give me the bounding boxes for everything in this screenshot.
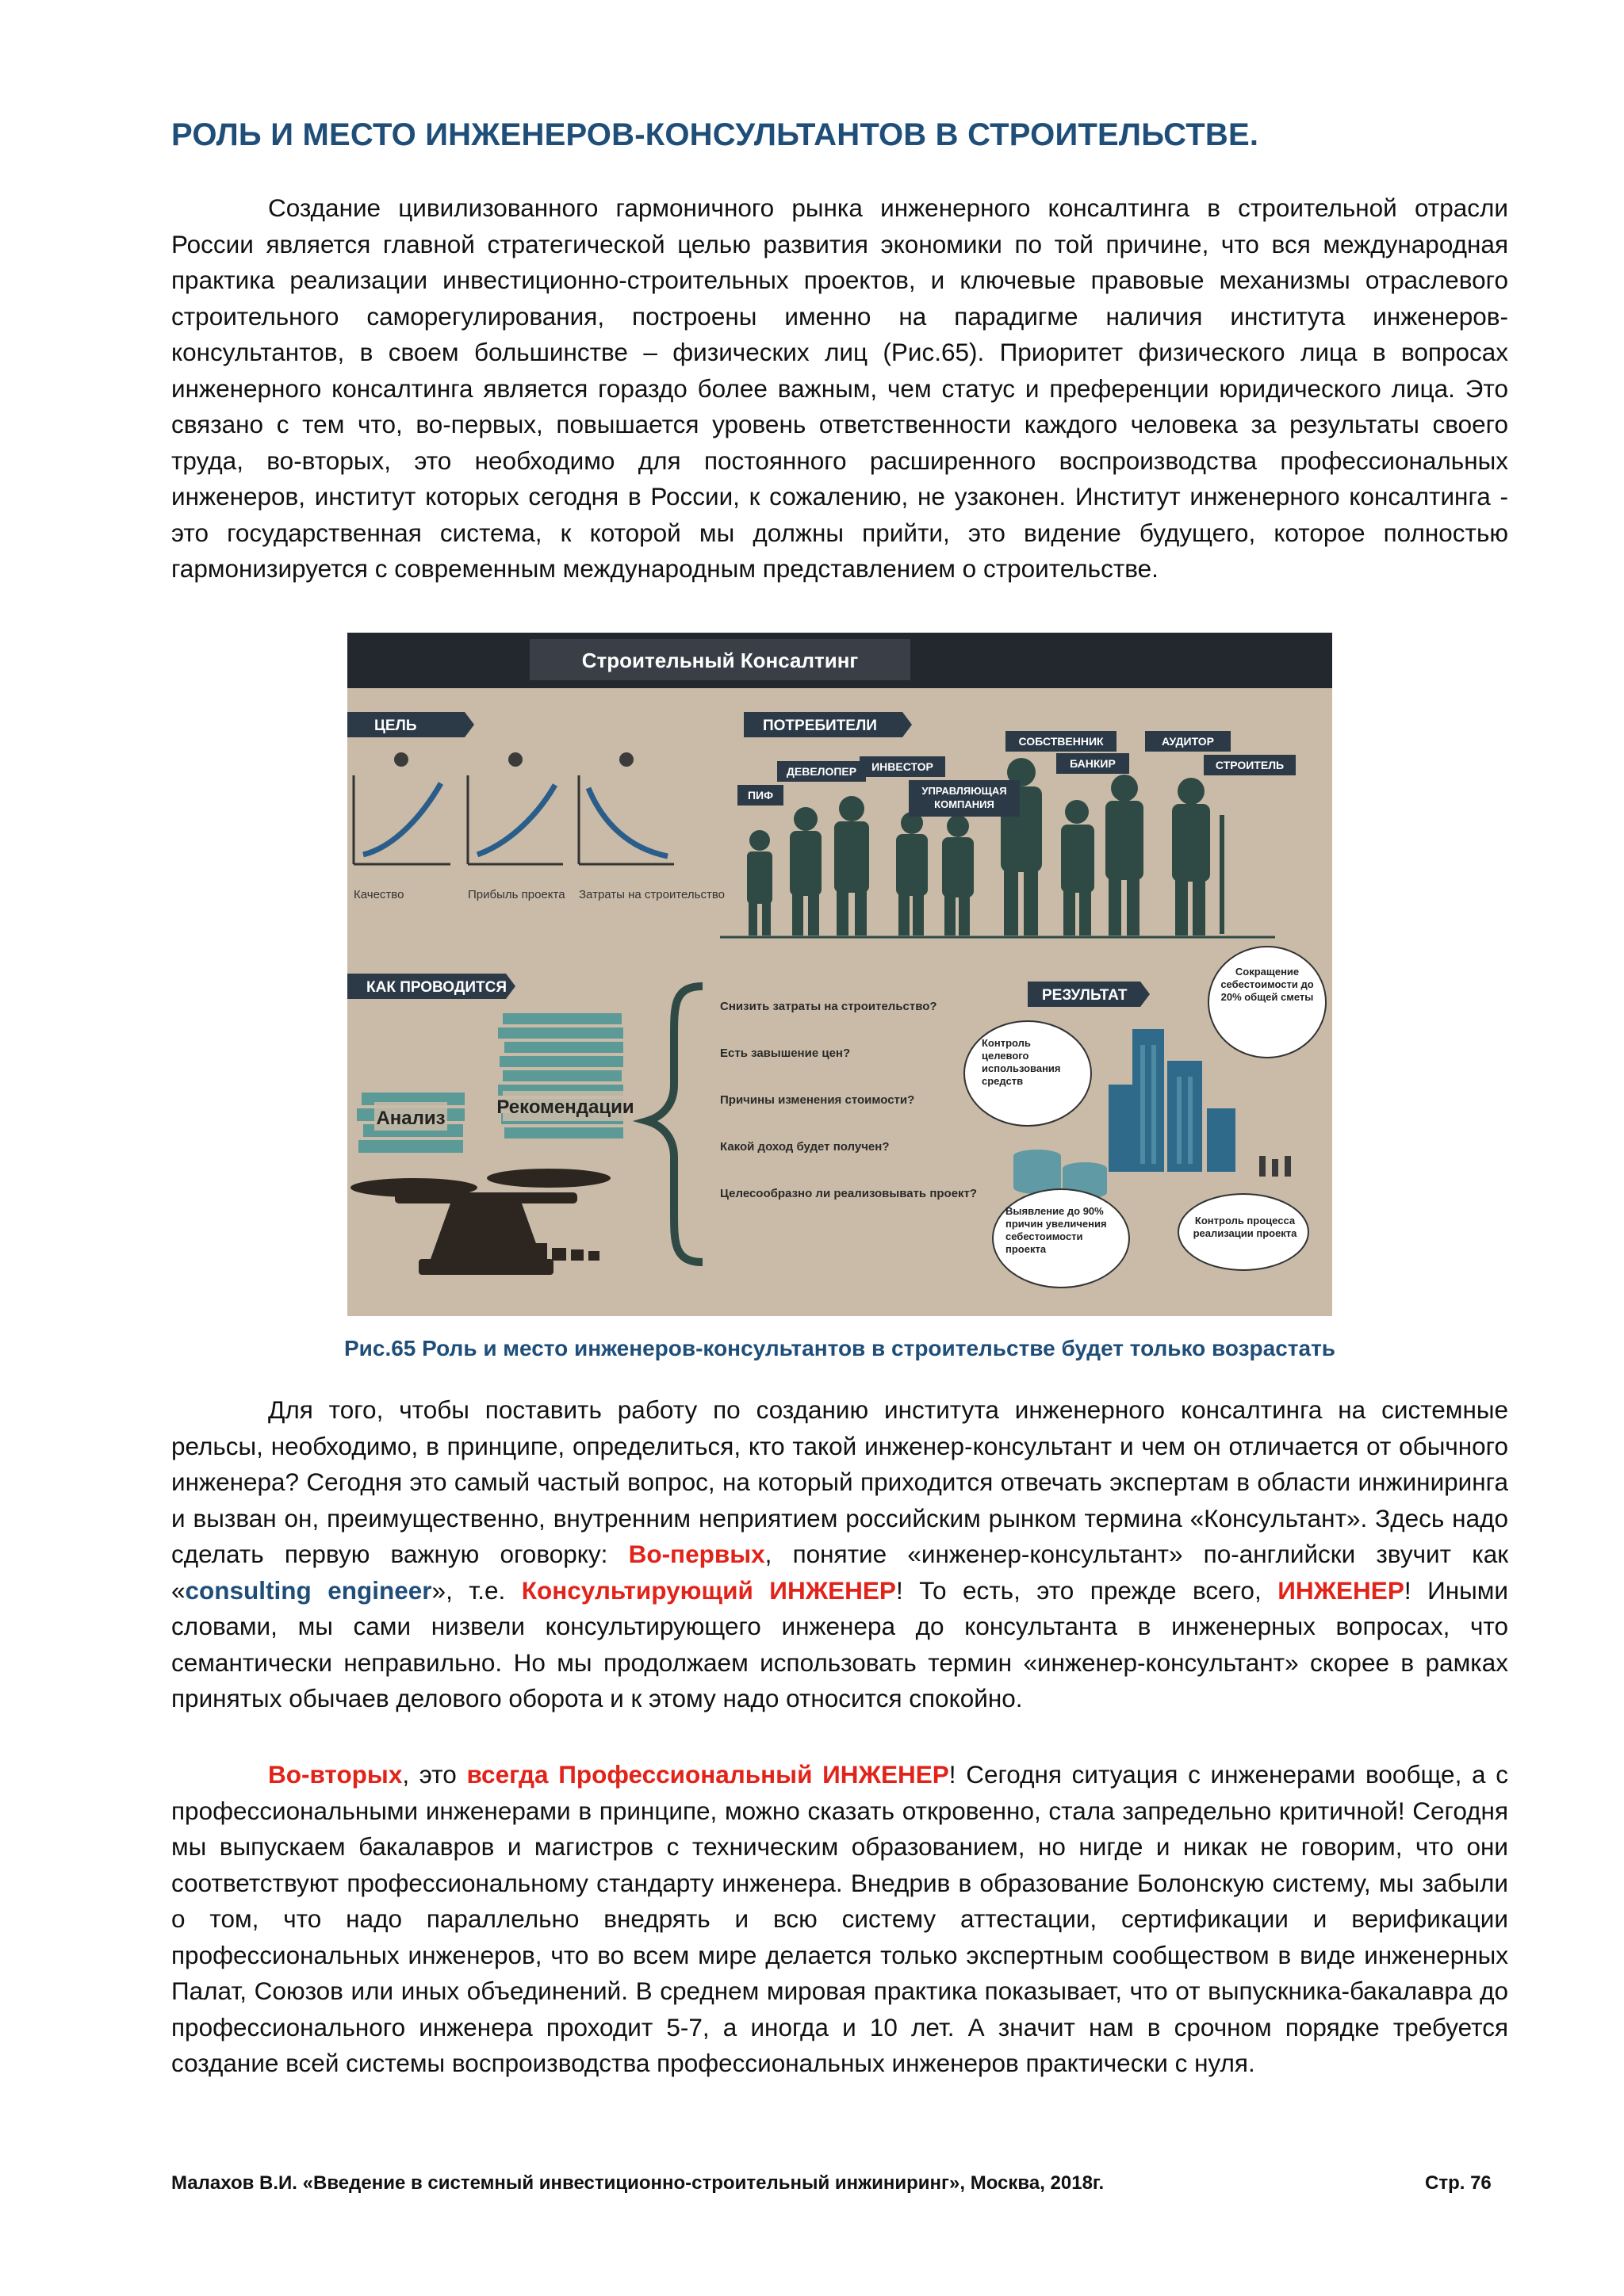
consumer-management-company: УПРАВЛЯЮЩАЯ КОМПАНИЯ: [921, 785, 1007, 810]
goal-chart-quality: [354, 752, 450, 901]
page-number: Стр. 76: [1425, 2172, 1492, 2194]
p2-emphasis-first: Во-первых: [628, 1540, 765, 1568]
goal-chart-label-profit: Прибыль проекта: [468, 888, 565, 901]
consumers-label: ПОТРЕБИТЕЛИ: [763, 718, 877, 734]
paragraph-professional: [171, 1757, 1508, 2082]
consumer-auditor: АУДИТОР: [1161, 735, 1215, 748]
consumer-owner: СОБСТВЕННИК: [1018, 735, 1104, 748]
goal-chart-label-quality: Качество: [354, 888, 404, 901]
goal-chart-label-costs: Затраты на строительство: [579, 888, 725, 901]
p3-text-2: ! Сегодня ситуация с инженерами вообще, а с профессиональными инженерами в принципе, можно сказать откровенно, стала запредельно критичной! Сегодня мы выпускаем бакалавров и магистров с техническим образованием, но нигде и никак не говорим, что они соответствуют профессиональному стандарту инженера. Внедрив в образование Болонскую систему, мы забыли о том, что надо параллельно внедрять и всю систему аттестации, сертификации и верификации профессиональных инженеров, что во всем мире делается только экспертным сообществом в виде инженерных Палат, Союзов или иных объединений. В среднем мировая практика показывает, что от выпускника-бакалавра до профессионального инженера проходит 5-7, а иногда и 10 лет. А значит нам в срочном порядке требуется создание всей системы воспроизводства профессиональных инженеров практически с нуля.: [171, 1760, 1508, 2077]
consumer-pif: ПИФ: [747, 789, 774, 802]
p2-text-5: ! Иными словами, мы сами низвели консультирующего инженера до консультанта в инженерных вопросах, что семантически неправильно. Но мы продолжаем использовать термин «инженер-консультант» скорее в рамках принятых обычаев делового оборота и к этому надо относится спокойно.: [171, 1575, 1508, 1712]
result-cost-reduction: Сокращение себестоимости до 20% общей сметы: [1220, 966, 1314, 1003]
goal-chart-costs: [579, 752, 725, 901]
figure-construction-consulting: [347, 633, 1332, 1316]
footer-citation: Малахов В.И. «Введение в системный инвестиционно-строительный инжиниринг», Москва, 2018г.: [171, 2172, 1105, 2194]
paragraph-intro: [171, 190, 1508, 587]
p3-emphasis-professional-engineer: всегда Профессиональный ИНЖЕНЕР: [466, 1760, 949, 1789]
goal-label: ЦЕЛЬ: [374, 718, 417, 734]
p2-consulting-engineer: consulting engineer: [185, 1575, 432, 1605]
p2-emphasis-engineer: ИНЖЕНЕР: [1277, 1575, 1404, 1605]
p3-text-1: , это: [402, 1760, 467, 1789]
result-control-funds: Контроль целевого использования средств: [982, 1037, 1061, 1087]
question-1: Снизить затраты на строительство?: [720, 1000, 937, 1013]
consumer-builder: СТРОИТЕЛЬ: [1215, 759, 1285, 771]
consumer-banker: БАНКИР: [1070, 757, 1116, 770]
result-label: РЕЗУЛЬТАТ: [1042, 987, 1128, 1004]
recommendations-label: Рекомендации: [496, 1096, 634, 1118]
p2-emphasis-consulting-engineer: Консультирующий ИНЖЕНЕР: [521, 1575, 896, 1605]
page-title: РОЛЬ И МЕСТО ИНЖЕНЕРОВ-КОНСУЛЬТАНТОВ В СТРОИТЕЛЬСТВЕ.: [171, 117, 1259, 152]
p2-text-3: », т.е.: [431, 1575, 522, 1605]
how-label: КАК ПРОВОДИТСЯ: [366, 979, 508, 996]
question-4: Какой доход будет получен?: [720, 1140, 890, 1154]
p2-text-4: ! То есть, это прежде всего,: [895, 1575, 1278, 1605]
figure-caption: Рис.65 Роль и место инженеров-консультантов в строительстве будет только возрастать: [343, 1336, 1336, 1360]
analysis-label: Анализ: [376, 1108, 446, 1129]
question-5: Целесообразно ли реализовывать проект?: [720, 1187, 978, 1200]
consumer-investor: ИНВЕСТОР: [871, 760, 933, 773]
figure-header: Строительный Консалтинг: [581, 649, 859, 672]
result-process-control: Контроль процесса реализации проекта: [1193, 1215, 1297, 1239]
p3-emphasis-second: Во-вторых: [268, 1760, 403, 1789]
goal-chart-profit: [468, 752, 565, 901]
question-2: Есть завышение цен?: [720, 1047, 851, 1060]
paragraph-definition: [171, 1392, 1508, 1717]
result-identify-causes: Выявление до 90% причин увеличения себестоимости проекта: [1005, 1205, 1107, 1255]
p2-text-1: Для того, чтобы поставить работу по созданию института инженерного консалтинга на системные рельсы, необходимо, в принципе, определиться, кто такой инженер-консультант и чем он отличается от обычного инженера? Сегодня это самый частый вопрос, на который приходится отвечать экспертам в области инжиниринга и вызван он, преимущественно, внутренним неприятием российским рынком термина «Консультант». Здесь надо сделать первую важную оговорку:: [171, 1395, 1508, 1568]
p2-text-2: , понятие «инженер-консультант» по-английски звучит как «: [171, 1540, 1508, 1605]
question-3: Причины изменения стоимости?: [720, 1093, 915, 1107]
city-buildings: [1109, 1029, 1235, 1172]
scale-icon: [350, 1169, 611, 1275]
paragraph-intro-text: Создание цивилизованного гармоничного рынка инженерного консалтинга в строительной отрасли России является главной стратегической целью развития экономики по той причине, что вся международная практика реализации инвестиционно-строительных проектов, и ключевые правовые механизмы отраслевого строительного саморегулирования, построены именно на парадигме наличия института инженеров-консультантов, в своем большинстве – физических лиц (Рис.65). Приоритет физического лица в вопросах инженерного консалтинга является гораздо более важным, чем статус и преференции юридического лица. Это связано с тем что, во-первых, повышается уровень ответственности каждого человека за результаты своего труда, во-вторых, это необходимо для постоянного расширенного воспроизводства профессиональных инженеров, институт которых сегодня в России, к сожалению, не узаконен. Институт инженерного консалтинга - это государственная система, к которой мы должны прийти, это видение будущего, которое полностью гармонизируется с современным международным представлением о строительстве.: [171, 193, 1508, 583]
consumer-developer: ДЕВЕЛОПЕР: [786, 765, 857, 778]
